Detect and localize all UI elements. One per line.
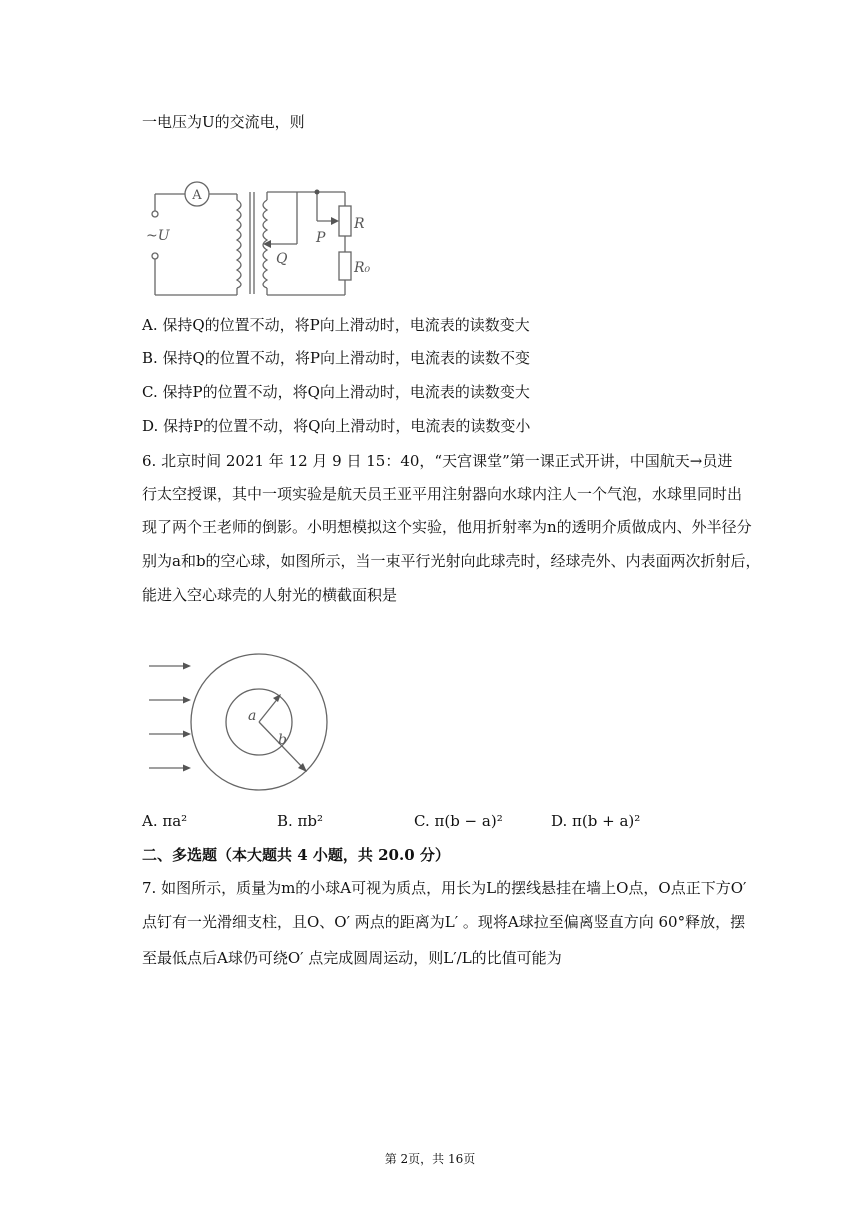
q6-option-b: B. πb²	[277, 812, 324, 830]
transformer-circuit-figure	[142, 176, 387, 300]
q6-line-2: 行太空授课，其中一项实验是航天员王亚平用注射器向水球内注人一个气泡，水球里同时出	[142, 485, 743, 503]
resistor-r0-label: R₀	[354, 260, 371, 276]
section-heading: 二、多选题（本大题共 4 小题，共 20.0 分）	[142, 846, 450, 864]
ammeter-label: A	[192, 188, 202, 203]
q6-line-5: 能进入空心球壳的人射光的横截面积是	[142, 586, 398, 604]
slider-q-label: Q	[276, 251, 288, 267]
q7-line-3: 至最低点后A球仍可绕O′ 点完成圆周运动，则L′/L的比值可能为	[142, 949, 562, 967]
q6-option-d: D. π(b + a)²	[551, 812, 641, 830]
voltage-label: ~U	[146, 228, 170, 244]
inner-radius-label: a	[248, 708, 257, 724]
q5-option-c: C. 保持P的位置不动，将Q向上滑动时，电流表的读数变大	[142, 383, 530, 401]
q7-line-1: 7. 如图所示，质量为m的小球A可视为质点，用长为L的摆线悬挂在墙上O点，O点正下方O′	[142, 879, 747, 897]
outer-radius-label: b	[278, 732, 287, 748]
q6-line-1: 6. 北京时间 2021 年 12 月 9 日 15：40，“天宫课堂”第一课正式开讲，中国航天→员进	[142, 452, 733, 470]
q6-option-c: C. π(b − a)²	[414, 812, 503, 830]
q5-option-d: D. 保持P的位置不动，将Q向上滑动时，电流表的读数变小	[142, 417, 531, 435]
hollow-sphere-figure	[142, 650, 332, 795]
q6-line-4: 别为a和b的空心球，如图所示，当一束平行光射向此球壳时，经球壳外、内表面两次折射后，	[142, 552, 761, 570]
slider-p-label: P	[316, 230, 326, 246]
q5-option-a: A. 保持Q的位置不动，将P向上滑动时，电流表的读数变大	[142, 316, 530, 334]
resistor-r-label: R	[354, 216, 365, 232]
q6-option-a: A. πa²	[142, 812, 188, 830]
q5-option-b: B. 保持Q的位置不动，将P向上滑动时，电流表的读数不变	[142, 349, 530, 367]
q7-line-2: 点钉有一光滑细支柱，且O、O′ 两点的距离为L′ 。现将A球拉至偏离竖直方向 60°释放，摆	[142, 913, 746, 931]
q5-intro-tail: 一电压为U的交流电，则	[142, 113, 305, 131]
q6-line-3: 现了两个王老师的倒影。小明想模拟这个实验，他用折射率为n的透明介质做成内、外半径分	[142, 518, 752, 536]
page-footer: 第 2页，共 16页	[384, 1152, 476, 1166]
